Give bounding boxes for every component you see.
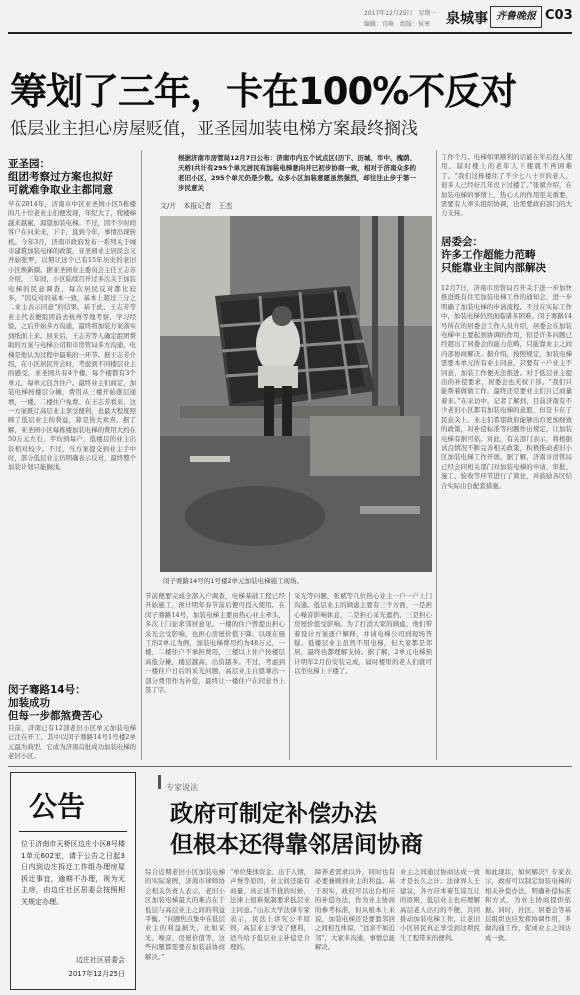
col-divider-3 bbox=[436, 150, 437, 760]
col1-body: 早在2014年，济南市中区亚圣园小区5栋楼的几十位老业主们便发现，年纪大了，爬楼梯越来越累，渴望加装电梯。不过，因不少时间客户在问来来，下手，直到今年，事情出现转机。今年3月，济南市政府发布一系列关于城市建筑加装电梯的政策，亚圣园业主居民会又开始张罗，以期让这个已有15年历史的老旧小区焕新颜。据亚圣园业主委员会主任王志芳介绍，三年间，小区陆续召开过多次关于加装电梯的民意调查，每次居民反对都比较多，“因反对的基本一致，基本上超过三分之二业主表示同意”的结果。基于此，王志芳等业主代表便组团前去杭州等地考察、学习经验，之后开始多方沟通，最终将加装方案落实到纸面上来。回来后，王志芳等人确定组团帮助的方案与电梯公司和市房管局多方沟通，电梯是他认为过程中最难的一环节。据王志芳介绍，在小区居民开会时，考虑到不同楼层业主的感受，亚圣园共有4个楼，每个楼都有3个单元，每单元包含住户。最终业主们商定，加装电梯按楼层分摊，费用从三楼开始逐层递增，一楼、二楼住户免费。在王志芳看来，这一方案既让高层业主享受便利，也最大程度照顾了低层业主的利益，算是皆大欢喜。据了解，亚圣园小区每栋楼加装电梯的费用大约在50万元左右，平均到每户，低楼层的业主出资相对较少。不过，当方案提交到业主手中时，部分低层业主仍明确表示反对，最终整个加装计划只能搁浅。 bbox=[8, 200, 136, 472]
notice-date: 2017年12月25日 bbox=[68, 970, 125, 978]
col1-subtitle bbox=[8, 158, 120, 197]
construction-photo bbox=[160, 216, 432, 572]
col1-subtitle-2 bbox=[8, 684, 136, 723]
col2-body: 节前便要完成全部入户调查，电梯基础工程已经开始施工，预计明年春节前后便可投入使用。在闵子骞路14号，加装电梯主要由热心业主牵头，多次上门征求邻居意见。一楼的住户曾提出担心采光会受影响，也担心房屋价值下降。以现在施工的2单元为例，加装电梯费用约为48万元，一楼、二楼住户不承担费用，三楼以上住户按楼层高低分摊，楼层越高，出资越多。不过，考虑到一楼住户日后的采光问题，高层业主自愿拿出一部分费用作为补偿，最终让一楼住户在同意书上签了字。 bbox=[145, 592, 285, 695]
photo-caption: 闵子赛路14号的1号楼2单元加装电梯施工现场。 bbox=[163, 577, 304, 585]
commentary-col-4: 业主之间通过协商达成一致才是长久之计。法律界人士建议，各方应本着互谅互让的原则，低层业主也应理解高层老人出行的不便，共同推动加装电梯工作，让老旧小区居民真正享受到这项民生工程带来的便利。 bbox=[400, 868, 480, 942]
commentary-title-2: 但根本还得靠邻居间协商 bbox=[170, 832, 423, 858]
col-divider-1 bbox=[141, 150, 142, 760]
col3-body: 采光等问题，张斌等几位热心业主一户一户上门沟通。低层业主的顾虑主要有三个方面，一是担心噪音影响休息，二是担心采光遮挡，三是担心房屋价值受影响。为了打消大家的顾虑，他们带着设计方案逐户解释，并请电梯公司到现场答疑。低楼层业主虽然不用电梯，但大家都是邻居，最终也都理解支持。据了解，2单元电梯预计明年2月份安装完成，届时楼里的老人们就可以坐电梯上下楼了。 bbox=[294, 592, 432, 676]
commentary-tag-label: 专家说法 bbox=[166, 783, 198, 792]
col4-subtitle-line-2: 许多工作超能力范畴 bbox=[441, 249, 536, 261]
notice-title: 公告 bbox=[29, 790, 86, 823]
date-line: 2017年12月25日 星期一 bbox=[364, 10, 437, 17]
subheadline: 低层业主担心房屋贬值，亚圣园加装电梯方案最终搁浅 bbox=[10, 119, 418, 139]
col1-subtitle-line-1: 亚圣园： bbox=[8, 158, 50, 170]
commentary-col-5: 如此现状，如何解决？专家表示，政府可以制定加装电梯的相关补偿办法，明确补偿标准和方式，为业主协商提供依据。同时，社区、居委会等基层组织也应发挥协调作用，多做沟通工作，促成业主之间达成一致。 bbox=[485, 868, 571, 942]
editor-line: 编辑：宫峰 组版：侯寒 bbox=[364, 21, 431, 28]
notice-title-rule bbox=[19, 831, 127, 832]
lead-paragraph: 根据济南市房管局12月7日公布：济南市内五个试点区(历下、历城、市中、槐荫、天桥)共计有295个单元居民有加装电梯意向并已初步协商一致，相对于济南众多的老旧小区，295个单元仍是少数。众多小区加装意愿虽然强烈，却往往止步于第一步民意关 bbox=[178, 154, 416, 192]
col4-body-top: 工作个月。电梯如果顺利的话能在年后投入使用，届时楼上的老年人下楼就不再困难了。“我们这栋楼住了不少七八十岁的老人，很多人已经好几年没下过楼了。”张斌介绍，在加装电梯的事情上，热心人的作用至关重要，需要有人牵头组织协调，也需要政府部门的大力支持。 bbox=[441, 153, 572, 218]
col1-body-2: 目前，济南已有12部老旧小区单元加装电梯已注在开工，其中以闵子骞路14号1号楼2单元最为典型，它成为济南首批成功加装电梯的老旧小区。 bbox=[8, 724, 136, 761]
col4-subtitle-line-3: 只能靠业主间内部解决 bbox=[441, 262, 546, 274]
byline: 文/片 本报记者 王杰 bbox=[160, 202, 233, 210]
notice-signer: 边庄社区居委会 bbox=[76, 956, 125, 964]
commentary-title-1: 政府可制定补偿办法 bbox=[170, 801, 377, 827]
paper-logo bbox=[490, 6, 542, 28]
header-rule bbox=[8, 32, 572, 34]
news-photo bbox=[160, 216, 432, 572]
commentary-col-1: 综合近期老旧小区加装电梯的实际案例，济南市律师协会相关负责人表示，老旧小区加装电梯最大的难点在于低层与高层业主之间的利益平衡。“问题焦点集中在低层业主的利益损失，比如采光、噪音、房屋价值等，这些问题都需要在加装前协商解决。” bbox=[145, 868, 225, 961]
col4-subtitle bbox=[441, 236, 572, 275]
col-divider-2 bbox=[289, 592, 290, 760]
page-number: C03 bbox=[545, 8, 573, 23]
commentary-col-3: 障养老需求以外，同时也有必要兼顾到业主的利益。基于现实，政府可以出台相应的补偿办法，作为业主协商的参考标准，但从根本上来说，加装电梯还是要靠邻居之间相互体谅，“远亲不如近邻”，大家多沟通，事情总能解决。 bbox=[315, 868, 395, 952]
notice-body: 位于济南市天桥区边庄小区8号楼1单元602室，请于公告之日起3日内到边庄拆迁工作组办理房屋拆迁事宜，逾期不办理，视为无主房，由边庄社区居委会按照相关规定办理。 bbox=[21, 840, 125, 906]
col1-subtitle2-line-1: 闵子骞路14号： bbox=[8, 684, 86, 696]
col1-subtitle-line-2: 组团考察过方案也拟好 bbox=[8, 171, 113, 183]
col4-subtitle-line-1: 居委会： bbox=[441, 236, 483, 248]
headline: 筹划了三年，卡在100%不反对 bbox=[10, 70, 517, 113]
col1-subtitle2-line-2: 加装成功 bbox=[8, 697, 50, 709]
section-rule bbox=[8, 766, 572, 767]
notice-box bbox=[10, 772, 136, 990]
section-name: 泉城事 bbox=[446, 11, 488, 27]
commentary-col-2: “单位集体资金、出于人情，声誉等原因，业主间还能有商量，真正谈不拢的时候，法律上很难强制要求低层业主同意。”山东大学法律专家表示，民法上讲究公平原则，高层业主享受了便利，适当给予低层业主补偿是合理的。 bbox=[230, 868, 310, 952]
col1-subtitle2-line-3: 但每一步都煞费苦心 bbox=[8, 710, 103, 722]
commentary-tag bbox=[158, 775, 236, 792]
paper-logo-text: 齐鲁晚报 bbox=[496, 11, 536, 22]
col1-subtitle-line-3: 可就难争取业主都同意 bbox=[8, 184, 113, 196]
col4-body: 12月7日，济南市房管局召开关于进一步加快推进既有住宅加装电梯工作的通知会，进一步明确了加装电梯的申请流程。不过在实际工作中，加装电梯仍然面临诸多困难。闵子骞路14号所在的居委会工作人员介绍，居委会在加装电梯中主要起到协调的作用，但是许多问题已经超出了居委会的能力范畴，只能靠业主之间内部协商解决。据介绍，按照规定，加装电梯需要本单元所有业主同意，只要有一户业主不同意，加装工作便无法推进。对于低层业主提出的补偿要求，居委会也无权干涉。“我们只能帮着做做工作，最终还是要业主们自己商量着来。”在采访中，记者了解到，目前济南有不少老旧小区都有加装电梯的意愿，但是卡在了民意关上。业主们希望政府能够出台更加细致的政策，对补偿标准等问题作出规定，让加装电梯有据可依。对此，有关部门表示，将根据试点情况不断完善相关政策，积极推动老旧小区加装电梯工作开展。据了解，济南市房管局已经会同相关部门对加装电梯的申请、审批、施工、验收等环节进行了简化，并鼓励各区结合实际出台配套措施。 bbox=[441, 284, 572, 490]
